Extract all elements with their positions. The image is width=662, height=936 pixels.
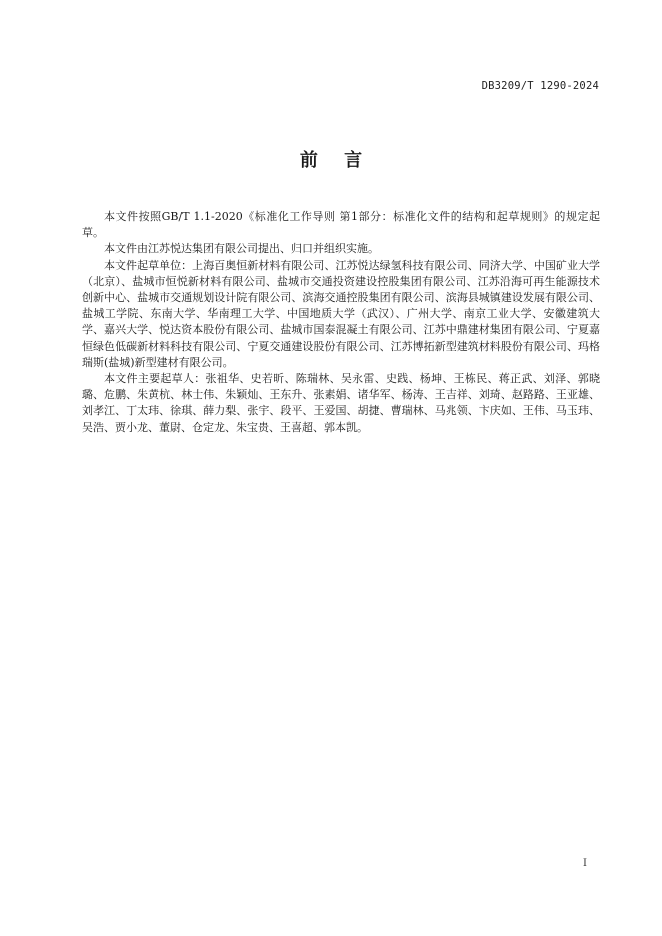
paragraph-proposer: 本文件由江苏悦达集团有限公司提出、归口并组织实施。 — [104, 242, 379, 256]
page-number: I — [583, 858, 587, 869]
document-code: DB3209/T 1290-2024 — [481, 80, 599, 92]
foreword-body — [82, 209, 600, 436]
paragraph-drafters: 本文件主要起草人：张祖华、史若昕、陈瑞林、吴永雷、史践、杨坤、王栋民、蒋正武、刘泽、郭晓璐、危鹏、朱黄杭、林士伟、朱颖灿、王东升、张素娟、诸华军、杨涛、王吉祥、刘琦、赵路路、王亚雄、刘孝江、丁太玮、徐琪、薛力梨、张宇、段平、王爱国、胡捷、曹瑞林、马兆领、卞庆如、王伟、马玉玮、吴浩、贾小龙、董尉、仓定龙、朱宝贵、王喜超、郭本凯。 — [82, 372, 600, 434]
paragraph-drafting-units: 本文件起草单位：上海百奥恒新材料有限公司、江苏悦达绿氢科技有限公司、同济大学、中国矿业大学（北京）、盐城市恒悦新材料有限公司、盐城市交通投资建设控股集团有限公司、江苏沿海可再生能源技术创新中心、盐城市交通规划设计院有限公司、滨海交通控股集团有限公司、滨海县城镇建设发展有限公司、盐城工学院、东南大学、华南理工大学、中国地质大学（武汉）、广州大学、南京工业大学、安徽建筑大学、嘉兴大学、悦达资本股份有限公司、盐城市国泰混凝土有限公司、江苏中鼎建材集团有限公司、宁夏嘉恒绿色低碳新材料科技有限公司、宁夏交通建设股份有限公司、江苏博拓新型建筑材料股份有限公司、玛格瑞斯(盐城)新型建材有限公司。 — [82, 258, 600, 369]
page-title: 前 言 — [299, 150, 373, 171]
paragraph-drafting-rules: 本文件按照GB/T 1.1-2020《标准化工作导则 第1部分：标准化文件的结构和起草规则》的规定起草。 — [82, 210, 600, 240]
